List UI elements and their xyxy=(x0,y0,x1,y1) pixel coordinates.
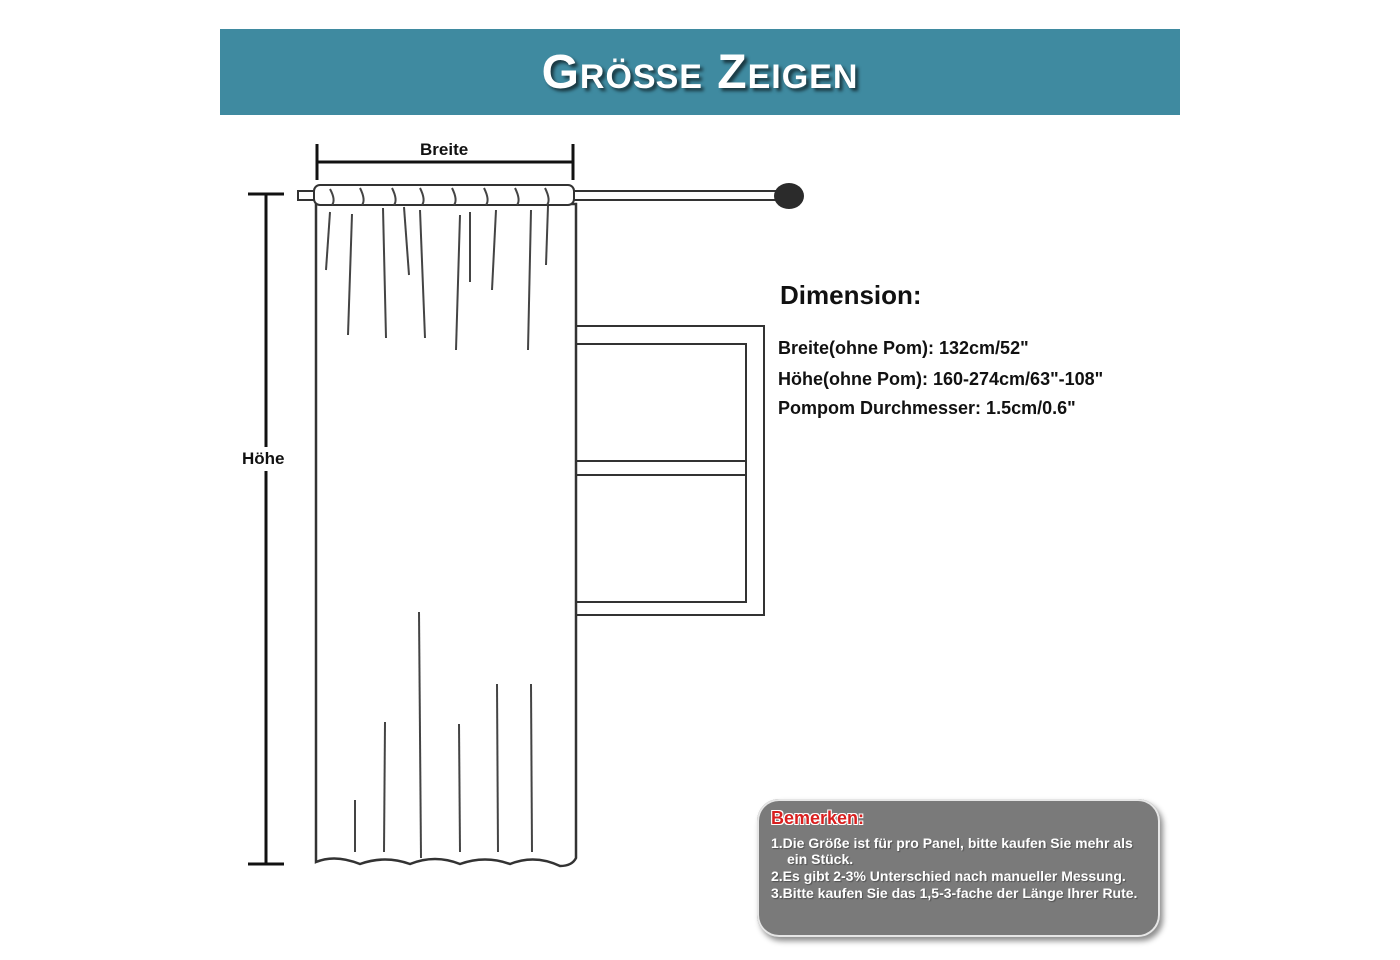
spec-pompom-diameter: Pompom Durchmesser: 1.5cm/0.6" xyxy=(778,398,1076,418)
note-item: 3.Bitte kaufen Sie das 1,5-3-fache der Länge Ihrer Rute. xyxy=(771,885,1138,901)
rod-finial xyxy=(774,183,804,209)
page-title: Größe Zeigen xyxy=(541,45,859,99)
note-item: 2.Es gibt 2-3% Unterschied nach manueller Messung. xyxy=(771,868,1126,884)
notes-heading: Bemerken: xyxy=(771,808,865,828)
spec-height: Höhe(ohne Pom): 160-274cm/63"-108" xyxy=(778,369,1104,389)
dimension-heading: Dimension: xyxy=(780,280,922,310)
height-dimension-line xyxy=(248,194,284,864)
height-label: Höhe xyxy=(242,447,285,471)
notes-box xyxy=(757,799,1160,937)
spec-width: Breite(ohne Pom): 132cm/52" xyxy=(778,338,1029,358)
width-label: Breite xyxy=(420,140,469,159)
curtain-panel xyxy=(314,185,576,866)
note-item: 1.Die Größe ist für pro Panel, bitte kaufen Sie mehr als ein Stück. xyxy=(771,835,1133,867)
window-frame xyxy=(560,326,764,615)
